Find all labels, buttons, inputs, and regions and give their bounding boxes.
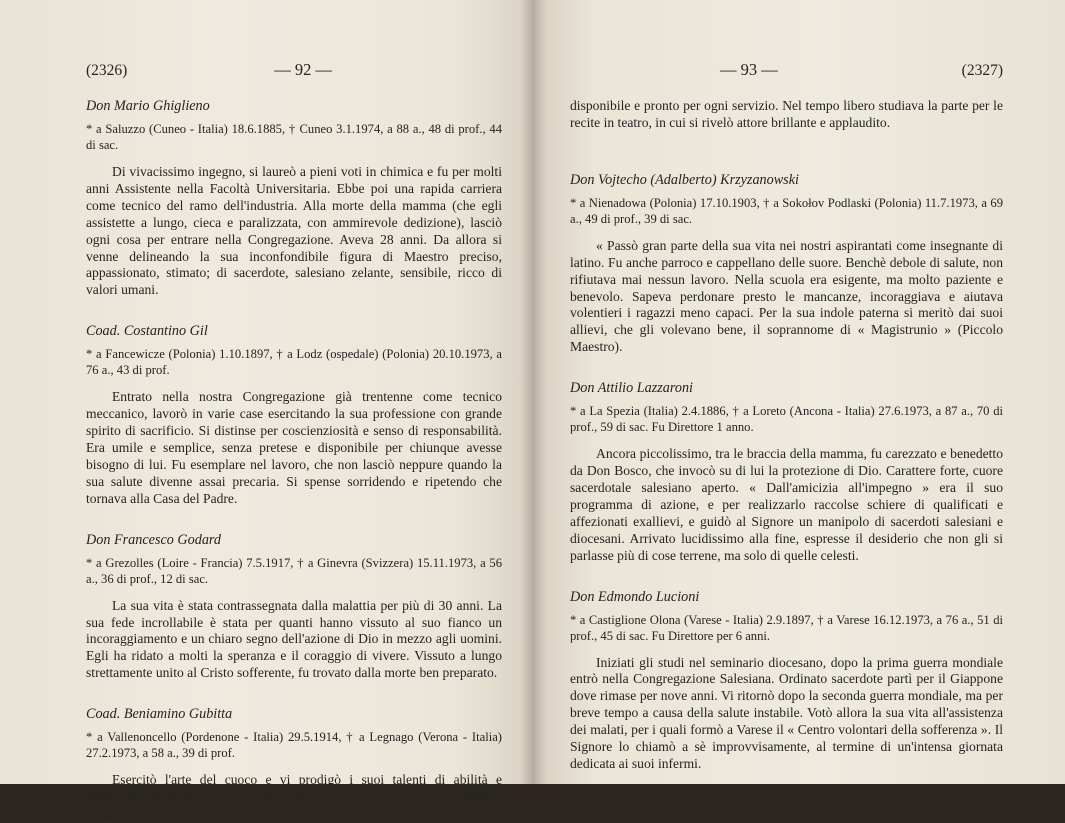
left-page-header — [86, 60, 502, 84]
page-number: — 93 — — [720, 60, 778, 79]
right-page-header — [570, 60, 1003, 84]
entry-name: Coad. Costantino Gil — [86, 323, 208, 340]
entry-name: Don Vojtecho (Adalberto) Krzyzanowski — [570, 171, 799, 188]
entry-dates: * a Nienadowa (Polonia) 17.10.1903, † a Sokołov Podlaski (Polonia) 11.7.1973, a 69 a., 49 di prof., 39 di sac. — [570, 195, 1003, 226]
entry-dates: * a Saluzzo (Cuneo - Italia) 18.6.1885, † Cuneo 3.1.1974, a 88 a., 48 di prof., 44 di sac. — [86, 122, 502, 152]
entry-name: Don Edmondo Lucioni — [570, 588, 700, 605]
obituary-entry — [86, 98, 502, 299]
entry-dates: * a Grezolles (Loire - Francia) 7.5.1917, † a Ginevra (Svizzera) 15.11.1973, a 56 a., 36 di prof., 12 di sac. — [86, 555, 502, 586]
entry-body: Ancora piccolissimo, tra le braccia della mamma, fu carezzato e benedetto da Don Bosco, che invocò su di lui la protezione di Dio. Carattere forte, cuore sacerdotale salesiano aperto. « Dall'amicizia all'impegno » era il suo programma di azione, e per realizzarlo raccolse schiere di qualificati e affezionati exallievi, e guidò al Signore un manipolo di sacerdoti salesiani e diocesani. Arrivato lucidissimo alla fine, espresse il desiderio che non gli si parlasse più di cose terrene, ma solo di quelle celesti. — [570, 446, 1003, 563]
obituary-entry — [86, 323, 502, 507]
volume-number: (2326) — [86, 62, 128, 79]
obituary-entry — [86, 706, 502, 823]
entry-body: Entrato nella nostra Congregazione già trentenne come tecnico meccanico, lavorò in varie case esercitando la sua professione con grande spirito di sacrificio. Si distinse per coscienziosità e senso di responsabilità. Era umile e semplice, senza pretese e disponibile per chiunque avesse bisogno di lui. Fu esemplare nel lavoro, che non lasciò neppure quando la sua salute divenne assai precaria. Si spense sorridendo e ripetendo che tornava alla Casa del Padre. — [86, 389, 502, 506]
page-number: — 92 — — [274, 60, 332, 79]
obituary-entry — [570, 380, 1003, 564]
entry-name: Coad. Beniamino Gubitta — [86, 706, 233, 723]
obituary-entry — [86, 532, 502, 683]
continued-text: disponibile e pronto per ogni servizio. Nel tempo libero studiava la parte per le recite in teatro, in cui si rivelò attore brillante e applaudito. — [570, 98, 1003, 130]
entry-name: Don Attilio Lazzaroni — [570, 380, 693, 397]
obituary-entry — [570, 172, 1003, 356]
obituary-entry — [570, 589, 1003, 773]
entry-body: La sua vita è stata contrassegnata dalla malattia per più di 30 anni. La sua fede incrollabile è stata per quanti hanno vissuto al suo fianco un incoraggiamento e un chiaro segno dell'azione di Dio in mezzo agli uomini. Egli ha ridato a molti la speranza e il coraggio di vivere. Vissuto a lungo strettamente unito al Cristo sofferente, fu trovato dalla morte ben preparato. — [86, 597, 502, 681]
entry-body: Iniziati gli studi nel seminario diocesano, dopo la prima guerra mondiale entrò nella Congregazione Salesiana. Ordinato sacerdote partì per il Giappone dove rimase per nove anni. Vi ritornò dopo la seconda guerra mondiale, ma per breve tempo a causa della salute instabile. Votò allora la sua vita all'assistenza dei malati, per i quali formò a Varese il « Centro volontari della sofferenza ». Il Signore lo chiamò a sè improvvisamente, al termine di un'intensa giornata dedicata ai suoi infermi. — [570, 654, 1003, 771]
entry-name: Don Francesco Godard — [86, 531, 222, 548]
entry-name: Don Mario Ghiglieno — [86, 98, 210, 114]
entry-dates: * a Fancewicze (Polonia) 1.10.1897, † a Lodz (ospedale) (Polonia) 20.10.1973, a 76 a., 43 di prof. — [86, 347, 502, 378]
entry-dates: * a Castiglione Olona (Varese - Italia) 2.9.1897, † a Varese 16.12.1973, a 76 a., 51 di prof., 45 di sac. Fu Direttore per 6 anni. — [570, 612, 1003, 643]
entry-dates: * a Vallenoncello (Pordenone - Italia) 29.5.1914, † a Legnago (Verona - Italia) 27.2.1973, a 58 a., 39 di prof. — [86, 730, 502, 761]
left-page — [0, 0, 532, 821]
entry-dates: * a La Spezia (Italia) 2.4.1886, † a Loreto (Ancona - Italia) 27.6.1973, a 87 a., 70 di prof., 59 di sac. Fu Direttore 1 anno. — [570, 404, 1003, 435]
entry-body: « Passò gran parte della sua vita nei nostri aspirantati come insegnante di latino. Fu anche parroco e cappellano delle suore. Benchè debole di salute, non rifiutava mai nessun lavoro. Nella scuola era esigente, ma molto paziente e benevolo. Sapeva perdonare presto le mancanze, incoraggiava e aiutava volentieri i ragazzi meno capaci. Per la sua indole paterna si meritò dai suoi allievi, che gli volevano bene, il soprannome di « Magistrunio » (Piccolo Maestro). — [570, 237, 1003, 355]
entry-body: Di vivacissimo ingegno, si laureò a pieni voti in chimica e fu per molti anni Assistente nella Facoltà Universitaria. Ebbe poi una rapida carriera come tecnico del ramo dell'industria. Alla morte della mamma (che egli assistette a lungo, cieca e paralizzata, con ammirevole dedizione), lasciò ogni cosa per entrare nella Congregazione. Aveva 28 anni. Da allora si venne delineando la sua inconfondibile figura di Maestro preciso, appassionato, stimato; di sacerdote, salesiano zelante, sensibile, ricco di valori umani. — [86, 164, 502, 298]
right-page — [532, 0, 1065, 784]
entry-body: Esercitò l'arte del cuoco e vi prodigò i suoi talenti di abilità e laboriosità. Sempre con il suo bel sorriso aperto e sereno, con la battuta arguta, — [86, 772, 502, 821]
volume-number: (2327) — [961, 62, 1003, 79]
